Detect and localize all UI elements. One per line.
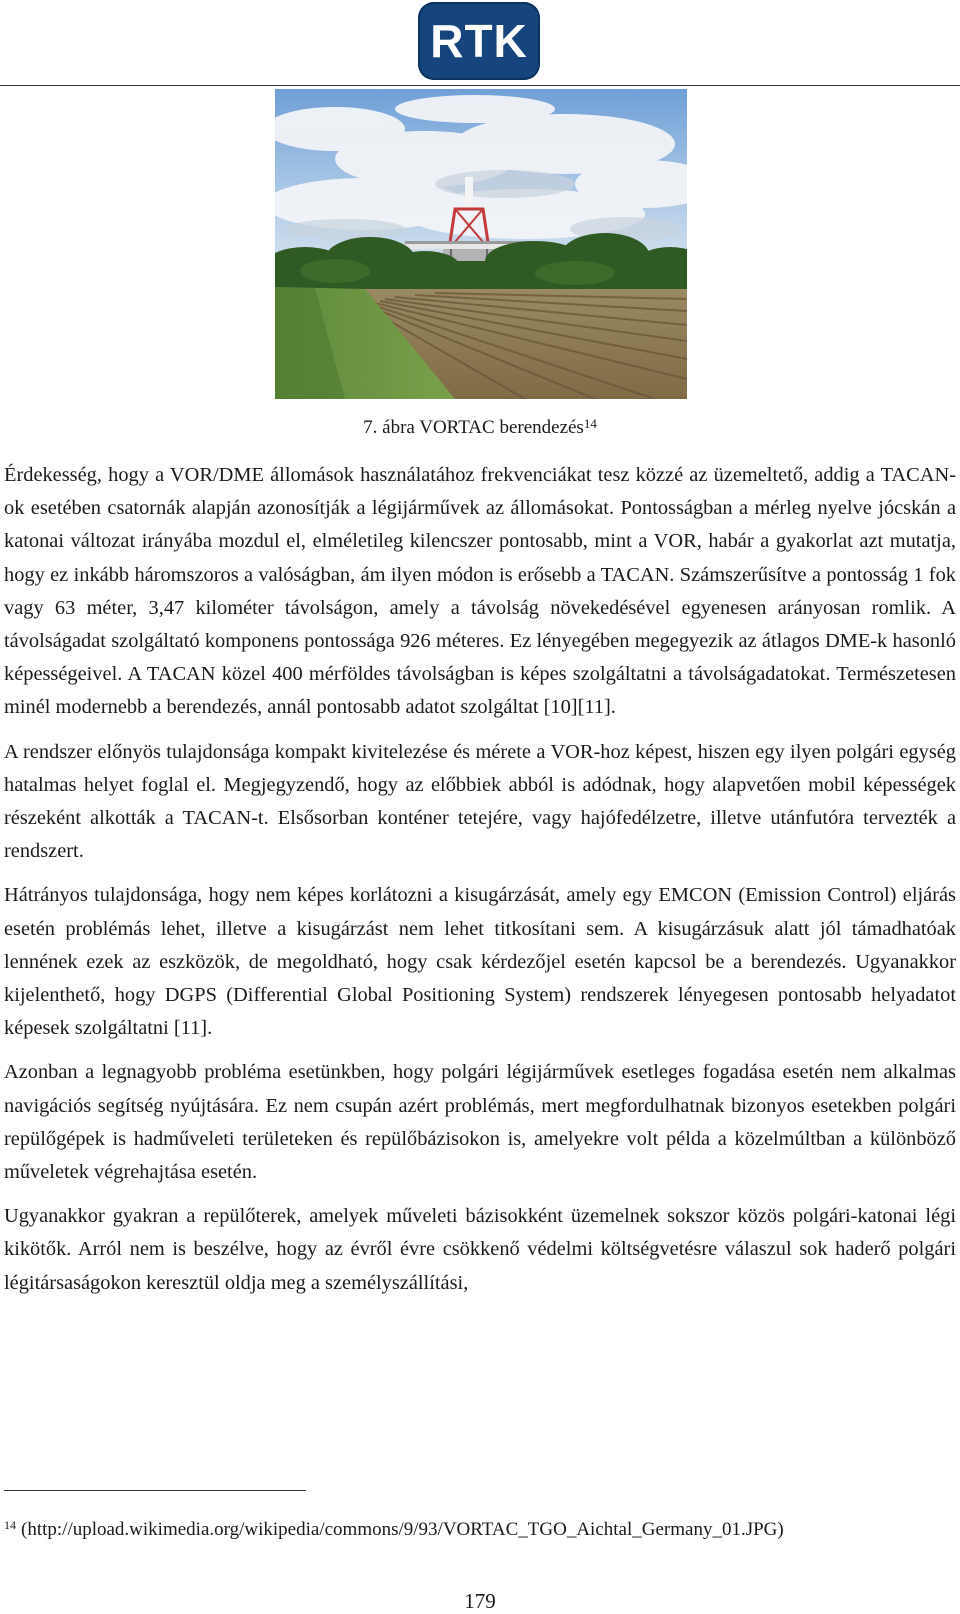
paragraph: Érdekesség, hogy a VOR/DME állomások használatához frekvenciákat tesz közzé az üzemeltető, addig a TACAN-ok esetében csatornák alapján azonosítják a légijárművek az állomásokat. Pontosságban a mérleg nyelve jócskán a katonai változat irányába mozdul el, elméletileg kilencszer pontosabb, mint a VOR, habár a gyakorlat azt mutatja, hogy ez inkább háromszoros a valóságban, ám ilyen módon is erősebb a TACAN. Számszerűsítve a pontosság 1 fok vagy 63 méter, 3,47 kilométer távolságon, amely a távolság növekedésével egyenesen arányosan romlik. A távolságadat szolgáltató komponens pontossága 926 méteres. Ez lényegében megegyezik az átlagos DME-k hasonló képességeivel. A TACAN közel 400 mérföldes távolságban is képes szolgáltatni a távolságadatokat. Természetesen minél modernebb a berendezés, annál pontosabb adatot szolgáltat [10][11].: [4, 464, 956, 719]
header-rule: [0, 85, 960, 86]
footnote-number: 14: [4, 1518, 16, 1532]
page-number: 179: [464, 1589, 496, 1613]
figure-caption: [0, 416, 960, 441]
footnote-rule: [4, 1490, 306, 1491]
body-text: [4, 459, 956, 1311]
paragraph: Azonban a legnagyobb probléma esetünkben, hogy polgári légijárművek esetleges fogadása esetén nem alkalmas navigációs segítség nyújtására. Ez nem csupán azért problémás, mert megfordulhatnak bizonyos esetekben polgári repülőgépek is hadműveleti területeken és repülőbázisokon is, amelyekre volt példa a közelmúltban a különböző műveletek végrehajtása esetén.: [4, 1061, 956, 1184]
caption-footnote-ref: 14: [583, 416, 597, 431]
paragraph: Ugyanakkor gyakran a repülőterek, amelyek műveleti bázisokként üzemelnek sokszor közös polgári-katonai légi kikötők. Arról nem is beszélve, hogy az évről évre csökkenő védelmi költségvetésre válaszul sok haderő polgári légitársaságokon keresztül oldja meg a személyszállítási,: [4, 1205, 956, 1294]
rtk-logo: [418, 2, 540, 80]
paragraph: A rendszer előnyös tulajdonsága kompakt kivitelezése és mérete a VOR-hoz képest, hiszen egy ilyen polgári egység hatalmas helyet foglal el. Megjegyzendő, hogy az előbbiek abból is adódnak, hogy alapvetően mobil képességek részeként alkották a TACAN-t. Elsősorban konténer tetejére, vagy hajófedélzetre, illetve utánfutóra tervezték a rendszert.: [4, 740, 956, 863]
footnote: [4, 1518, 784, 1543]
footnote-text: (http://upload.wikimedia.org/wikipedia/commons/9/93/VORTAC_TGO_Aichtal_Germany_01.JPG): [21, 1519, 784, 1540]
caption-text: 7. ábra VORTAC berendezés: [363, 417, 584, 438]
vortac-photo: [275, 89, 687, 399]
logo-text: RTK: [430, 15, 528, 67]
paragraph: Hátrányos tulajdonsága, hogy nem képes korlátozni a kisugárzását, amely egy EMCON (Emission Control) eljárás esetén problémás lehet, illetve a kisugárzást nem lehet titkosítani sem. A kisugárzásuk alatt jól támadhatóak lennének ezek az eszközök, de megoldható, hogy csak kérdezőjel esetén kapcsol be a berendezés. Ugyanakkor kijelenthető, hogy DGPS (Differential Global Positioning System) rendszerek lényegesen pontosabb helyadatot képesek szolgáltatni [11].: [4, 884, 956, 1040]
